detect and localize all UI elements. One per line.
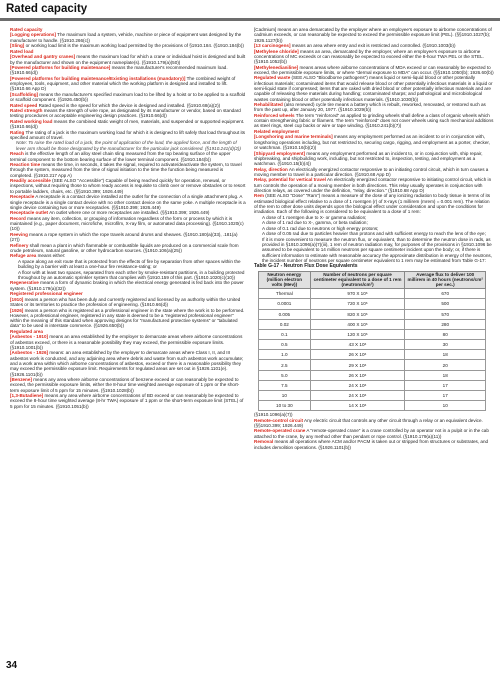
definition-term: Record <box>10 215 26 221</box>
definition-text: A dose of 1 rad due to X-, gamma, or beta radiation; <box>262 220 368 226</box>
definition-term: Reinforced wheels <box>254 112 295 118</box>
definition-term: Regulated waste <box>254 75 291 81</box>
definition-entry <box>254 113 494 129</box>
table-cell: 0.0001 <box>259 299 311 309</box>
table-header-cell: Neutron energy (million electron volts (Mev)) <box>259 271 311 289</box>
definition-entry <box>254 167 494 178</box>
definition-text: means a form of dynamic braking in which the electrical energy generated is fed back into the power system. (§1910.179(a)(32)) <box>10 280 244 291</box>
definition-term: [Methylene chloride] <box>254 48 299 54</box>
definition-text: The combined weight of employees, tools, equipment, and other material which the working platform is designed and installed to lift. (§1910.66 App D) <box>10 75 236 92</box>
definition-entry <box>254 428 494 439</box>
definition-term: [Scaffolding] <box>10 91 39 97</box>
definition-term: [Benzene] <box>10 377 32 383</box>
table-caption: Table G-17 - Neutron Flux Dose Equivalents <box>254 263 358 270</box>
table-cell: 17 <box>405 391 486 401</box>
table-row <box>259 380 486 390</box>
page-header-title: Rated capacity <box>6 3 88 15</box>
definition-term: [1910] <box>10 296 24 302</box>
definition-entry <box>10 119 246 130</box>
definition-entry <box>10 270 246 281</box>
definition-entry <box>10 350 246 376</box>
definition-text: means a person who has been duly and currently registered and licensed by an authority within the United States or its territories to practice the profession of engineering. (§1910.66(d)) <box>10 296 241 308</box>
definition-term: [Asbestos - 1926] <box>10 350 49 356</box>
definition-entry <box>10 259 246 270</box>
definition-text: A "remote-operated crane" is a crane controlled by an operator not in a pulpit or in the cab attached to the crane, by any method other than pendant or rope control. (§1910.179(a)(11)) <box>254 428 489 439</box>
definition-text: Note: To raise the rated load of a jack, the point of application of the load, the applied force, and the length of lever arm should be those designated by the manufacturer for the particular jack considered. (§1910.241(d)(2)) <box>16 140 241 151</box>
table-cell: 0.1 <box>259 329 311 339</box>
right-entries <box>254 27 494 263</box>
definition-text: means an area where entry and exit is restricted and controlled. (§1910.1003(b)) <box>291 43 456 49</box>
table-footnote: (§1910.1096(a)(7)) <box>254 412 293 418</box>
definition-entry <box>254 177 494 193</box>
table-header-row <box>259 271 486 289</box>
definition-entry <box>10 140 246 151</box>
table-cell: 7.5 <box>259 380 311 390</box>
table-cell: 0.5 <box>259 340 311 350</box>
definition-term: [Longshoring and marine terminals] <box>254 134 333 140</box>
table-row <box>259 329 486 339</box>
definition-text: The maximum load a system, vehicle, machine or piece of equipment was designed by the manufacturer to handle. (§1910.266(c)) <box>10 32 242 43</box>
definition-term: Receptacle <box>10 194 35 200</box>
table-cell: 500 <box>405 299 486 309</box>
definition-term: [1926] <box>10 307 24 313</box>
definition-text: means a person who is registered as a professional engineer in the state where the work is to be performed. However, a professional engineer, registered in any state is deemed to be a "registered professional engineer" within the meaning of this standard when approving designs for "manufactured protective systems" or "tabulated data" to be used in interstate commerce. (§1926.650(b)) <box>10 307 245 329</box>
definition-entry <box>254 439 494 450</box>
definition-term: Remote-operated crane <box>254 428 306 434</box>
table-row <box>259 360 486 370</box>
definition-text: means an area, demarcated by the employer, where an employee's exposure to airborne concentrations of MC exceeds or can reasonably be expected to exceed either the 8-hour TWA PEL or the STEL. (§1910.1052(b)) <box>254 48 484 65</box>
table-row <box>259 299 486 309</box>
table-cell: 18 <box>405 370 486 380</box>
definition-entry <box>10 377 246 393</box>
table-row <box>259 309 486 319</box>
definition-text: means a rope system in which the rope travels around drums and sheaves. (§1910.180(a)(33), .181(a)(27)) <box>10 231 238 243</box>
definition-text: means any item, collection, or grouping of information regardless of the form or process by which it is maintained (e.g., paper document, microfiche, microfilm, X-ray film, or automated data processing). (§1910.1020(c)(10)) <box>10 215 244 232</box>
definition-text: means the combined static weight of men, materials, and suspended or supported equipment. (§1910.66(d)) <box>10 118 245 130</box>
definition-text: Any electric circuit that controls any other circuit through a relay or an equivalent device. (§§1910.399; 1926.449) <box>254 417 483 428</box>
definition-text: means the manufacturer's specified maximum load to be lifted by a hoist or to be applied to a scaffold or scaffold component. (§1926.450(b)) <box>10 91 246 103</box>
table-cell: 14 X 10⁶ <box>310 401 405 411</box>
definition-entry <box>254 65 494 76</box>
definition-entry <box>254 237 494 263</box>
definition-text: means the maximum load for which a crane or individual hoist is designed and built by the manufacturer and shown on the equipment nameplate(s). (§1910.179(a)(50)) <box>10 54 246 65</box>
definition-term: Relay, potential for vertical travel <box>254 177 326 183</box>
definition-entry <box>10 216 246 232</box>
definition-text: or working load limit is the maximum working load permitted by the provisions of §1910.184. (§1910.184(b)) <box>25 43 244 49</box>
definition-term: Reeving <box>10 231 28 237</box>
definition-entry <box>10 130 246 141</box>
table-cell: 1.0 <box>259 350 311 360</box>
definition-entry <box>254 193 494 214</box>
definition-term: [1,3-Butadiene] <box>10 393 44 399</box>
definition-text: If it is more convenient to measure the neutron flux, or equivalent, than to determine the neutron dose in rads, as provided in §1910.1096(a)(7)(iii), 1 rem of neutron radiation may, for purposes of the provisions in §1910.1096 be assumed to be equivalent to 14 million neutrons per square centimeter incident upon the body; or, if there is sufficient information to estimate with reasonable accuracy the approximate distribution in energy of the neutrons, the incident number of neutrons per square centimeter equivalent to 1 rem may be estimated from Table G-17: <box>262 236 492 263</box>
table-cell: 570 <box>405 309 486 319</box>
definition-entry <box>10 108 246 119</box>
definition-text: The term "reinforced" as applied to grinding wheels shall define a class of organic wheels which contain strengthening fabric or filament. The term "reinforced" does not cover wheels using such mechanical additions as steel rings, steel cup backs or wire or tape winding. (§1910.241(b)(7)) <box>254 112 494 129</box>
definition-term: [Logging operations] <box>10 32 56 38</box>
definition-entry <box>10 243 246 254</box>
definition-term: [13 carcinogens] <box>254 43 291 49</box>
definition-entry <box>10 334 246 350</box>
definition-entry <box>10 43 246 48</box>
definition-term: [Sling] <box>10 43 25 49</box>
definition-entry <box>10 65 246 76</box>
definition-entry <box>10 308 246 329</box>
table-header-cell: Number of neutrons per square centimeter equivalent to a dose of 1 rem (neutrons/cm²) <box>310 271 405 289</box>
definition-entry <box>254 49 494 65</box>
table-body <box>259 289 486 411</box>
table-cell: 43 X 10⁶ <box>310 340 405 350</box>
table-cell: 26 X 10⁶ <box>310 370 405 380</box>
table-cell: 720 X 10⁶ <box>310 299 405 309</box>
table-cell: 26 X 10⁶ <box>310 350 405 360</box>
definition-term: Regulated area <box>10 328 43 334</box>
definition-text: means any employment performed as an incident to, or in conjunction with, ship repair, shipbreaking, and shipbuilding work, including, but not restricted to, inspection, testing, and employment as a watchman. (§1910.15(b)(4)) <box>254 150 483 167</box>
definition-entry <box>10 54 246 65</box>
definition-entry <box>10 178 246 194</box>
definition-text: An electrically energized contactor responsive to initiating control circuit, which in turn controls the operation of a moving member in both directions. This relay usually operates in conjunction with direction relays, as covered under the definition, "relay, direction." (§1910.68 App D) <box>254 177 492 193</box>
table-row <box>259 370 486 380</box>
definition-text: A dose of 1 roentgen due to X- or gamma radiation; <box>262 214 367 220</box>
definition-text: A receptacle is a contact device installed at the outlet for the connection of a single attachment plug. A single receptacle is a single contact device with no other contact device on the same yoke. A multiple receptacle is a single device containing two or more receptacles. (§§1910.399; 1926.449) <box>10 194 246 210</box>
definition-term: [Powered platforms for building maintenance] <box>10 65 111 71</box>
definition-text: means: an area established by the employer to demarcate areas where Class I, II, and III asbestos work is conducted, and any adjoining area where debris and waste from such asbestos work accumulate; and a work area within which airborne concentrations of asbestos, exceed or there is a reasonable possibility they may exceed the permissible exposure limit. Requirements for regulated areas are set out in §1926.1101(e). (§1926.1101(b)) <box>10 350 244 377</box>
table-cell: 120 X 10⁶ <box>310 329 405 339</box>
table-cell: 0.02 <box>259 319 311 329</box>
definition-text: means the time, in seconds, it takes the signal, required to activate/deactivate the system, to travel through the system, measured from the time of signal initiation to the time the function being measured is completed. (§1910.217 App A) <box>10 162 242 178</box>
definition-term: Rated speed <box>10 102 38 108</box>
definition-text: means any area where airborne concentrations of benzene exceed or can reasonably be expected to exceed, the permissible exposure limits, either the 8-hour time weighted average exposure of 1 ppm or the short-term exposure limit of 5 ppm for 15 minutes. (§1910.1028(b)) <box>10 377 240 393</box>
definition-term: Reach <box>10 151 24 157</box>
definition-term: Rem <box>254 193 264 199</box>
table-cell: 20 <box>405 360 486 370</box>
definition-text: A floor with at least two spaces, separated from each other by smoke-resistant partitions, in a building protected throughout by an automatic sprinkler system that complies with §1910.159 of this part. (§1910.1020(c)(10)) <box>18 269 245 280</box>
definition-text: (SEE ALSO "Bloodborne pathogens") means liquid or semi-liquid blood or other potentially infectious materials; contaminated items that would release blood or other potentially infectious materials in a liquid or semi-liquid state if compressed; items that are caked with dried blood or other potentially infectious materials and are capable of releasing these materials during handling; contaminated sharps; and pathological and microbiological wastes containing blood or other potentially infectious materials. (§1910.1030(b)) <box>254 75 493 102</box>
table-cell: 0.005 <box>259 309 311 319</box>
definition-text: A dose of 0.05 rad due to particles heavier than protons and with sufficient energy to reach the lens of the eye; <box>262 231 486 237</box>
right-column <box>254 27 494 450</box>
neutron-flux-table <box>258 271 486 412</box>
definition-text: (also renewed) cycle tire means a battery which is rebuilt, reworked, renovated, or restored such as from the past up, after January 20, 1977. (§1910.1029(b)) <box>254 102 486 113</box>
definition-term: Rated capacity <box>10 27 43 32</box>
definition-entry <box>10 76 246 92</box>
definition-text: (SEE ALSO "Accessible") Capable of being reached quickly for operation, renewal, or inspections, without requiring those to whom ready access is requisite to climb over or remove obstacles or to resort to portable ladders, chairs, etc. (§§1910.399; 1926.449) <box>10 178 246 194</box>
table-cell: Thermal <box>259 289 311 299</box>
definition-text: is the effective length of an alloy steel chain sling measured from the top bearing surface of the upper terminal component to the bottom bearing surface of the lower terminal component. (§1910.184(b)) <box>10 151 231 162</box>
table-cell: 24 X 10⁶ <box>310 391 405 401</box>
table-cell: 970 X 10⁶ <box>310 289 405 299</box>
definition-entry <box>254 102 494 113</box>
table-cell: 29 X 10⁶ <box>310 360 405 370</box>
table-cell: 400 X 10⁶ <box>310 319 405 329</box>
definition-text: means any area where airborne concentrations of BD exceed or can reasonably be expected to exceed the 8-hour time weighted average (8-hr TWA) exposure of 1 ppm or the short-term exposure limit (STEL) of 5 ppm for 15 minutes. (§1910.1051(b)) <box>10 393 244 409</box>
definition-term: Rated strength <box>10 108 43 114</box>
definition-entry <box>254 27 494 43</box>
table-row <box>259 319 486 329</box>
definition-entry <box>254 75 494 101</box>
right-after-entries <box>254 418 494 450</box>
definition-text: shall mean a plant in which flammable or combustible liquids are produced on a commercial scale from crude petroleum, natural gasoline, or other hydrocarbon sources. (§1910.106(a)(25)) <box>10 242 239 253</box>
definition-entry <box>10 92 246 103</box>
page-header <box>0 0 500 22</box>
table-row <box>259 340 486 350</box>
table-row <box>259 289 486 299</box>
definition-term: [Shipyard employment] <box>254 150 306 156</box>
definition-term: Refuge area <box>10 253 37 259</box>
definition-entry <box>254 418 494 429</box>
definition-text: The rating of a jack is the maximum working load for which it is designed to lift safely that load throughout its specified amount of travel. <box>10 129 246 140</box>
table-cell: 10 to 30 <box>259 401 311 411</box>
definition-term: Readily accessible <box>10 178 51 184</box>
definition-text: (SEE ALSO "Dose" "Ram") means a measure of the dose of any ionizing radiation to body tissue in terms of its estimated biological effect relative to a dose of 1 roentgen (r) of X-rays (1 millirem (mrem) = 0.001 rem). The relation of the rem to other dose units depends upon the biological effect under consideration and upon the conditions for irradiation. Each of the following is considered to be equivalent to a dose of 1 rem: <box>254 193 491 215</box>
definition-term: Relay, direction <box>254 166 288 172</box>
left-column <box>10 27 246 409</box>
definition-text: means either: <box>37 253 66 259</box>
definition-entry <box>254 134 494 150</box>
table-cell: 820 X 10⁶ <box>310 309 405 319</box>
definition-term: Rating <box>10 129 25 135</box>
table-header-cell: Average flux to deliver 100 millirem in 40 hours (neutrons/cm² per sec.) <box>405 271 486 289</box>
definition-entry <box>10 393 246 409</box>
table-row <box>259 391 486 401</box>
definition-entry <box>254 151 494 167</box>
table-cell: 2.5 <box>259 360 311 370</box>
table-cell: 670 <box>405 289 486 299</box>
definition-term: Related employment <box>254 128 299 134</box>
table-cell: 280 <box>405 319 486 329</box>
definition-term: Reaction time <box>10 162 41 168</box>
table-row <box>259 401 486 411</box>
definition-term: Refinery <box>10 242 29 248</box>
page-number: 34 <box>6 660 18 671</box>
definition-text: means the strength of wire rope, as designated by its manufacturer or vendor, based on standard testing procedures or acceptable engineering design practices. (§1910.66(d)) <box>10 108 241 119</box>
definition-term: Rated working load <box>10 118 53 124</box>
table-cell: 10 <box>259 391 311 401</box>
table-cell: 10 <box>405 401 486 411</box>
table-cell: 24 X 10⁶ <box>310 380 405 390</box>
definition-entry <box>10 232 246 243</box>
table-cell: 5.0 <box>259 370 311 380</box>
definition-term: Rehabilitated <box>254 102 283 108</box>
definition-entry <box>10 32 246 43</box>
table-cell: 17 <box>405 380 486 390</box>
definition-term: [Asbestos - 1910] <box>10 334 49 340</box>
definition-term: Receptacle outlet <box>10 210 49 216</box>
definition-term: [Methylenedianiline] <box>254 64 299 70</box>
definition-entry <box>10 194 246 210</box>
table-cell: 18 <box>405 350 486 360</box>
definition-text: means any employment performed as an incident to or in conjunction with, longshoring operations including, but not restricted to, securing cargo, rigging, and employment as a porter, checker, or watchman. (§1910.16(b)(2)) <box>254 134 490 151</box>
definition-entry <box>10 151 246 162</box>
definition-term: Registered professional engineer <box>10 291 83 297</box>
definition-text: Rated speed is the speed for which the device is designed and installed. (§1910.68(a)(2)) <box>38 102 221 108</box>
definition-text: [Cadmium] means an area demarcated by the employer where an employee's exposure to airborne concentrations of cadmium exceeds, or can reasonably be expected to exceed the permissible exposure limit (PEL). (§§1910.1027(b); 1926.1127(b)) <box>254 27 492 43</box>
definition-term: Rated load <box>10 48 34 54</box>
table-row <box>259 350 486 360</box>
table-cell: 80 <box>405 329 486 339</box>
header-rule <box>0 18 500 21</box>
definition-text: An electrically energized contactor responsive to an initiating control circuit, which in turn causes a moving member to travel in a particular direction. (§1910.68 App D) <box>254 166 489 177</box>
definition-term: Removal <box>254 439 274 445</box>
definition-term: Regenerative <box>10 280 39 286</box>
definition-text: means the manufacturer's recommended maximum load. (§1910.66(d)) <box>10 65 228 76</box>
definition-text: means an area established by the employer to demarcate areas where airborne concentrations of asbestos exceed, or there is a reasonable possibility they may exceed, the permissible exposure limits. (§1910.1001(b)) <box>10 334 243 350</box>
definition-term: Remote-control circuit <box>254 417 304 423</box>
definition-text: means areas where airborne concentrations of MDA exceed or can reasonably be expected to exceed, the permissible exposure limits, or where "dermal exposure to MDA" can occur. (§§1910.1050(b); 1926.60(b)) <box>254 64 494 75</box>
definition-entry <box>10 280 246 291</box>
definition-text: A dose of 0.1 rad due to neutrons or high energy protons; <box>262 225 379 231</box>
definition-term: [Powered platforms for building maintenance/Existing installations (mandatory)] <box>10 75 186 81</box>
definition-entry <box>10 297 246 308</box>
table-cell: 30 <box>405 340 486 350</box>
definition-text: An outlet where one or more receptacles are installed. (§§1910.399; 1926.449) <box>49 210 210 216</box>
definition-text: means all operations where ACM and/or PACM is taken out or stripped from structures or substrates, and includes demolition operations. (§1926.1101(b)) <box>254 439 489 450</box>
definition-entry <box>10 162 246 178</box>
definition-text: A space along an exit route that is protected from the effects of fire by separation from other spaces within the building by a barrier with at least a one-hour fire resistance-rating; or <box>18 258 241 270</box>
definition-term: [Overhead and gantry cranes] <box>10 54 76 60</box>
